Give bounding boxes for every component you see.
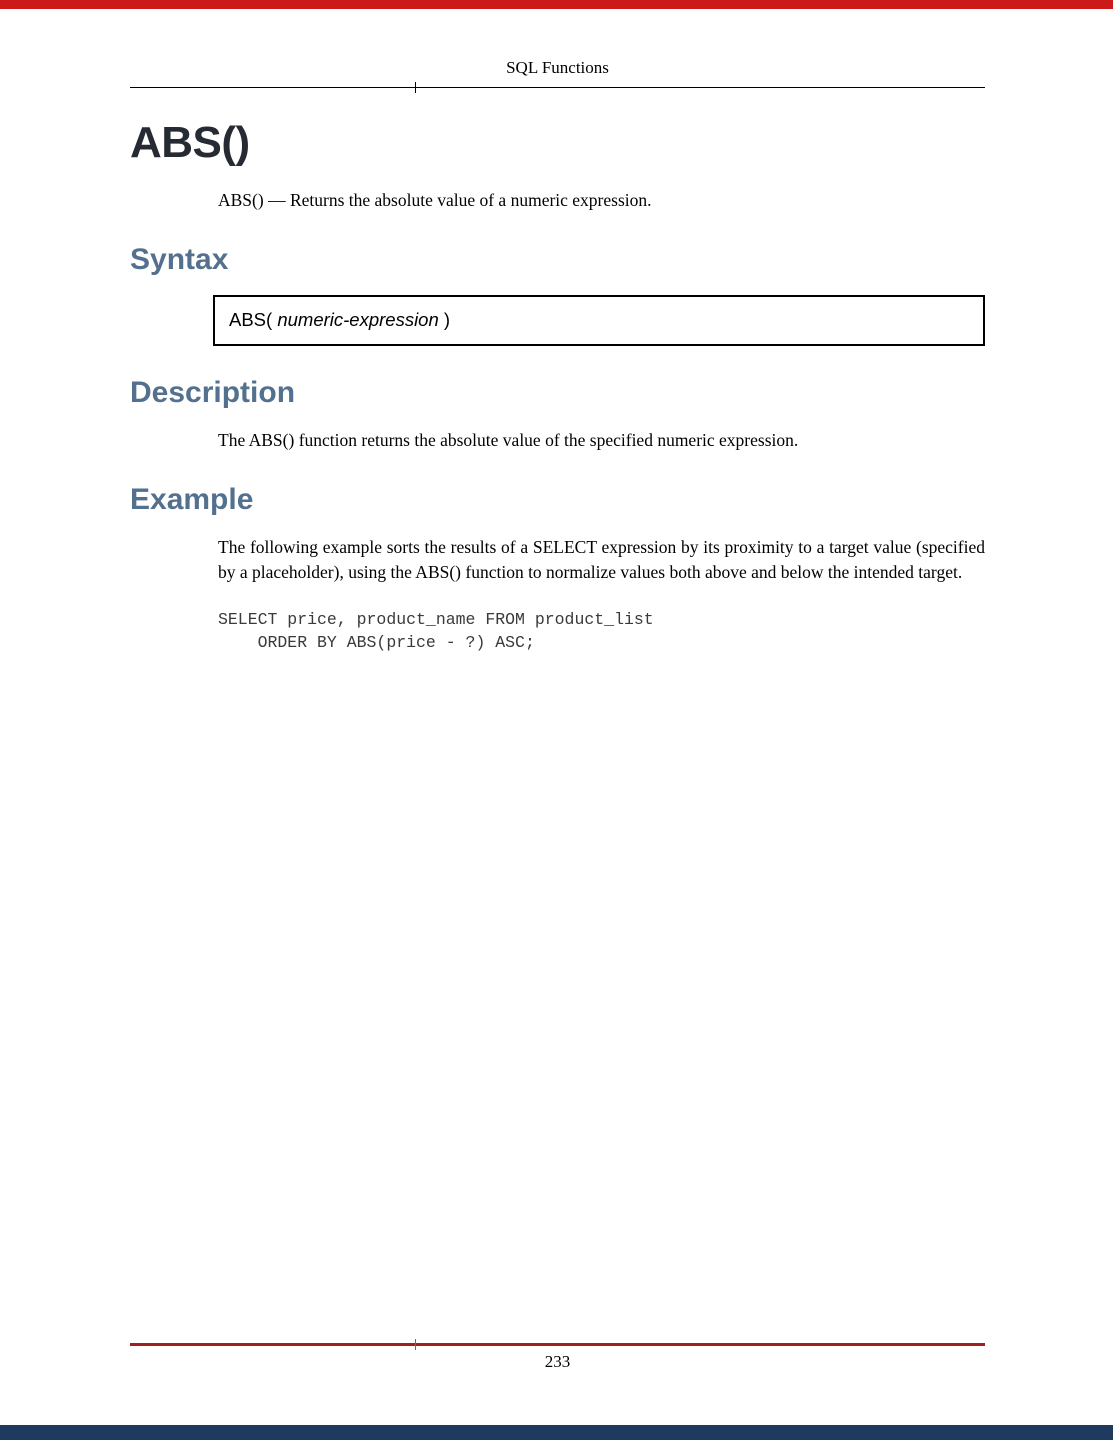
page-header	[130, 0, 985, 88]
footer-rule	[130, 1343, 985, 1346]
description-paragraph: The ABS() function returns the absolute value of the specified numeric expression.	[218, 429, 799, 450]
section-heading-example: Example	[130, 482, 254, 516]
intro-paragraph: ABS() — Returns the absolute value of a numeric expression.	[218, 190, 652, 210]
syntax-code	[229, 309, 450, 330]
example-code-line-2: ORDER BY ABS(price - ?) ASC;	[218, 633, 535, 653]
syntax-code-suffix: )	[438, 308, 451, 330]
running-header-title: SQL Functions	[506, 58, 609, 77]
document-content	[130, 118, 985, 655]
example-paragraph: The following example sorts the results of a SELECT expression by its proximity to a target value (specified by a placeholder), using the ABS() function to normalize values both above and below the intended target.	[218, 536, 985, 582]
header-rule-tick	[415, 82, 416, 93]
section-heading-description: Description	[130, 375, 296, 409]
header-rule	[130, 87, 985, 88]
section-heading-syntax: Syntax	[130, 242, 229, 276]
example-code-block	[218, 608, 985, 654]
bottom-accent-bar	[0, 1425, 1113, 1440]
syntax-code-prefix: ABS(	[229, 308, 278, 330]
top-accent-bar	[0, 0, 1113, 9]
page-number: 233	[544, 1352, 571, 1371]
page-footer	[130, 1343, 985, 1372]
example-code-line-1: SELECT price, product_name FROM product_list	[218, 610, 654, 630]
syntax-box	[213, 295, 985, 346]
page-title: ABS()	[130, 118, 250, 167]
syntax-code-argument: numeric-expression	[277, 308, 439, 330]
footer-rule-tick	[415, 1339, 416, 1350]
